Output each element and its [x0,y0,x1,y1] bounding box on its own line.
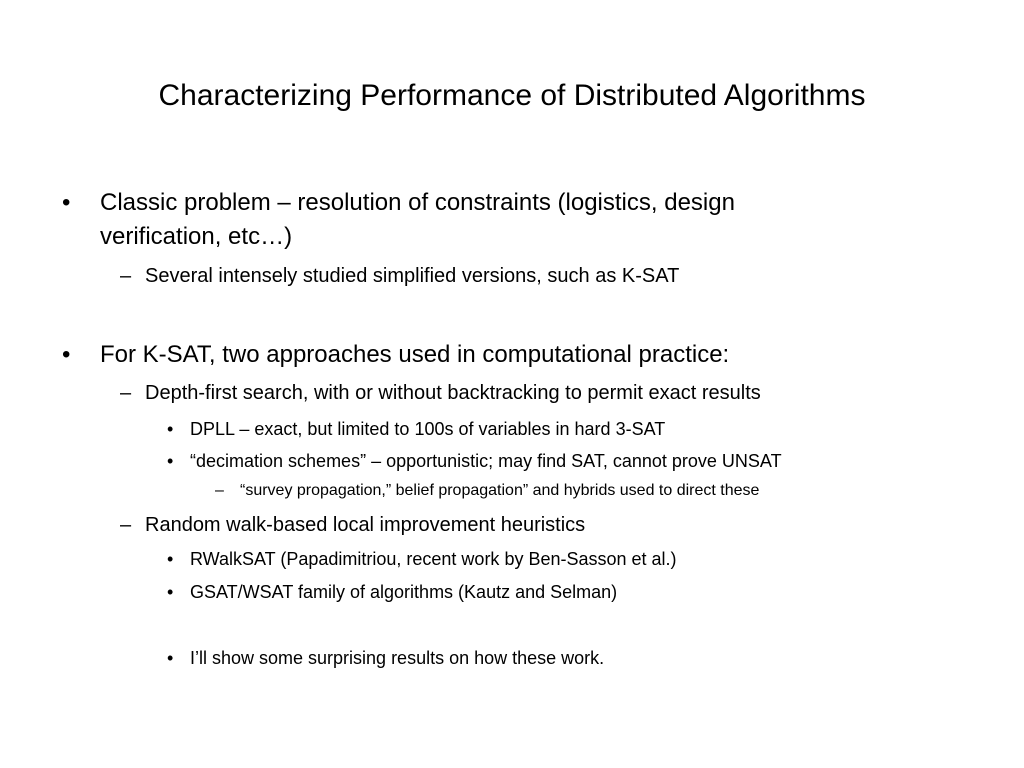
sub-bullet-text: Depth-first search, with or without backtracking to permit exact results [145,382,761,404]
bullet-icon: • [167,582,174,602]
bullet-icon: • [167,549,174,569]
dash-icon: – [120,382,132,404]
sub-sub-bullet-text: “decimation schemes” – opportunistic; may find SAT, cannot prove UNSAT [190,451,782,471]
sub-sub-bullet-text: I’ll show some surprising results on how these work. [190,648,605,668]
level4-text: “survey propagation,” belief propagation” and hybrids used to direct these [240,482,760,499]
bullet-icon: • [167,419,174,439]
sub-bullet-text: Random walk-based local improvement heuristics [145,514,586,536]
sub-sub-bullet-text: DPLL – exact, but limited to 100s of variables in hard 3-SAT [190,419,666,439]
slide-title: Characterizing Performance of Distributed Algorithms [158,79,866,112]
bullet-icon: • [167,648,174,668]
dash-icon: – [120,514,132,536]
bullet-icon: • [167,451,174,471]
bullet-text-continuation: verification, etc…) [100,223,293,250]
sub-bullet-text: Several intensely studied simplified versions, such as K-SAT [145,265,680,287]
sub-sub-bullet-text: GSAT/WSAT family of algorithms (Kautz and Selman) [190,582,618,602]
sub-sub-bullet-text: RWalkSAT (Papadimitriou, recent work by Ben-Sasson et al.) [190,549,677,569]
bullet-text: Classic problem – resolution of constraints (logistics, design [100,189,735,216]
bullet-icon: • [62,341,71,368]
dash-icon: – [215,482,224,499]
bullet-text: For K-SAT, two approaches used in computational practice: [100,341,730,368]
dash-icon: – [120,265,132,287]
bullet-icon: • [62,189,71,216]
